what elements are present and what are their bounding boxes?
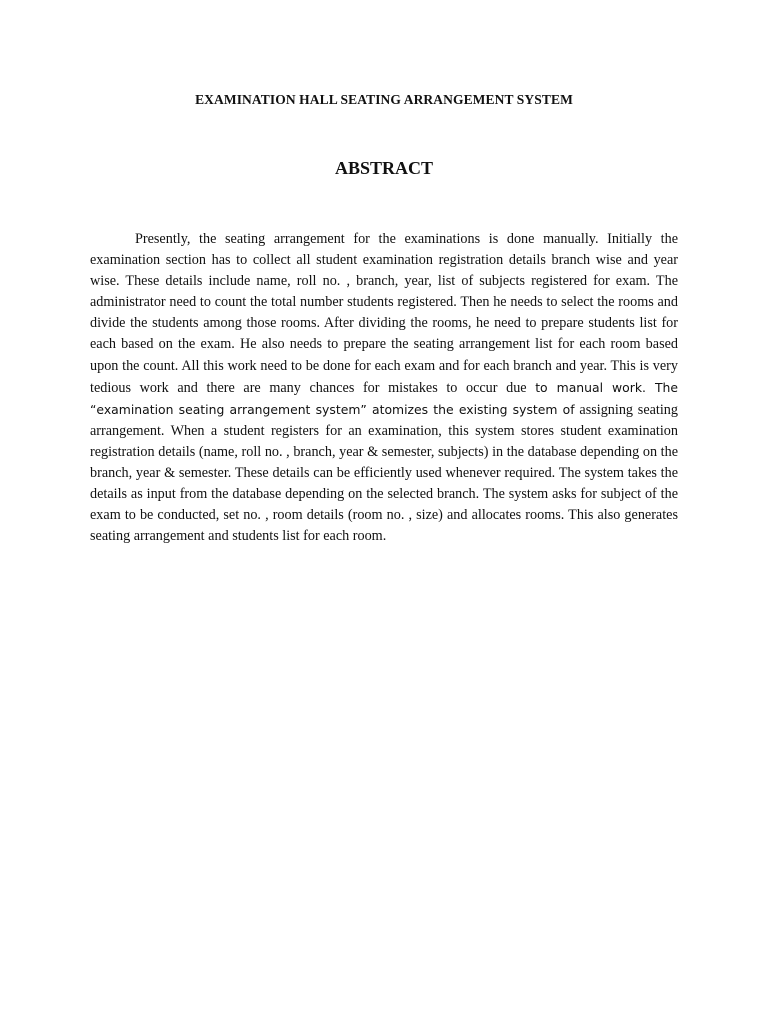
abstract-paragraph [90,229,678,547]
abstract-heading: ABSTRACT [334,158,434,178]
abstract-text-part-1: Presently, the seating arrangement for the examinations is done manually. Initially the examination section has to collect all student examination registration details branch wise and year wise. These details include name, roll no. , branch, year, list of subjects registered for exam. The administrator need to count the total number students registered. Then he needs to select the rooms and divide the students among those rooms. After dividing the rooms, he need to prepare students list for each based on the exam. He also needs to prepare the seating arrangement list for each room based upon the count. All this work need to be done for each exam and for each branch and year. This is very tedious work and there are many chances for mistakes to occur due [90,231,678,396]
abstract-text-part-2: to manual work. The “examination seating arrangement system” atomizes the existing system of [90,379,679,417]
document-title: EXAMINATION HALL SEATING ARRANGEMENT SYSTEM [195,92,573,107]
abstract-text-part-3: assigning seating arrangement. When a student registers for an examination, this system stores student examination registration details (name, roll no. , branch, year & semester, subjects) in the database depending on the branch, year & semester. These details can be efficiently used whenever required. The system takes the details as input from the database depending on the selected branch. The system asks for subject of the exam to be conducted, set no. , room details (room no. , size) and allocates rooms. This also generates seating arrangement and students list for each room. [90,401,678,545]
